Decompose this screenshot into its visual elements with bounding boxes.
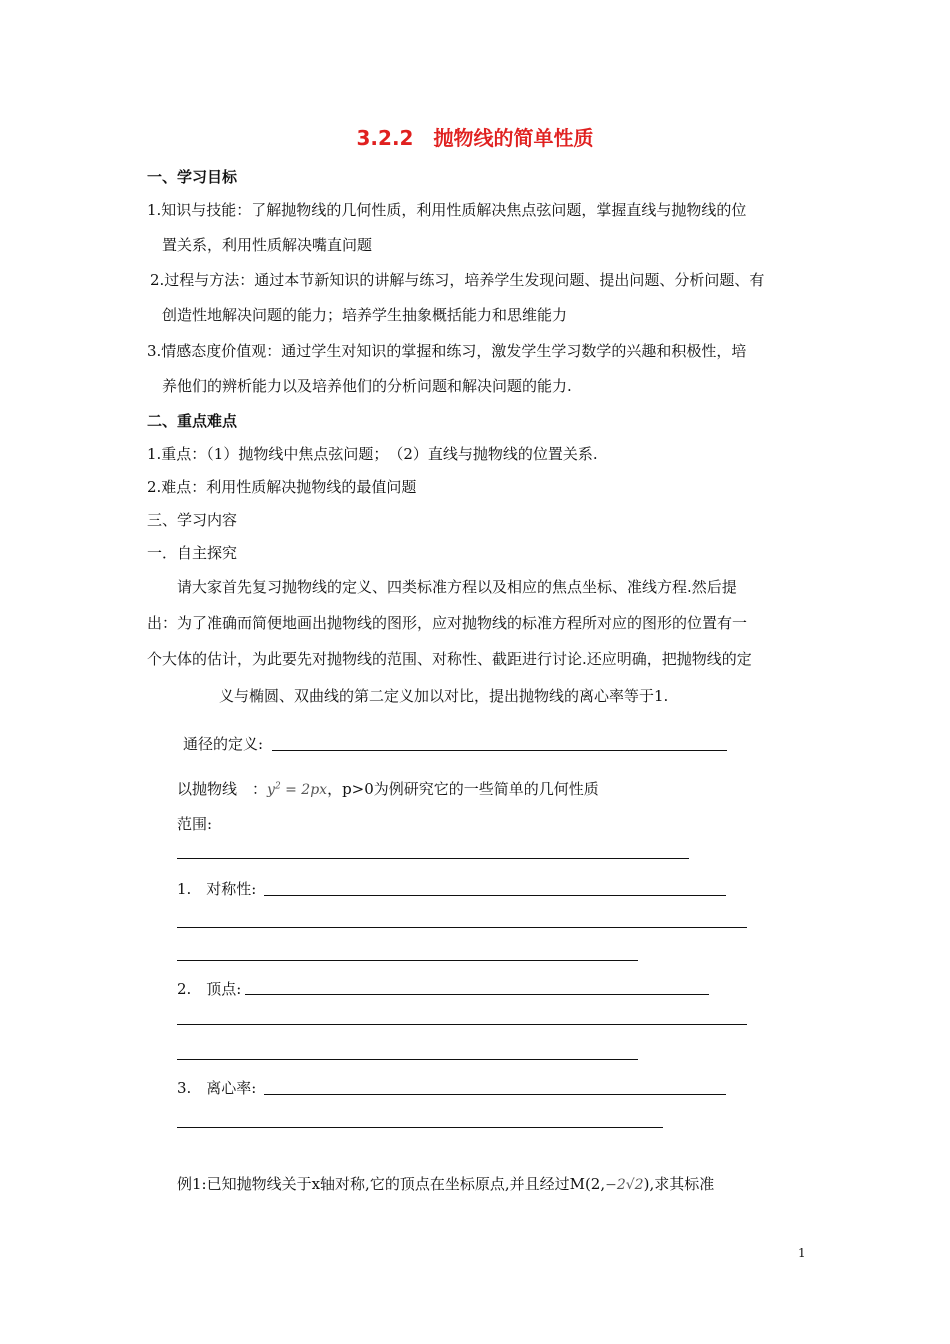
intro-suffix: ，p>0为例研究它的一些简单的几何性质 [327, 780, 599, 798]
vertex-blank-2[interactable] [177, 1024, 747, 1025]
key-point-1: 1.重点：（1）抛物线中焦点弦问题； （2）直线与抛物线的位置关系. [147, 445, 598, 463]
eccentricity-blank-2[interactable] [177, 1127, 663, 1128]
symmetry-blank-2[interactable] [177, 927, 747, 928]
key-point-2: 2.难点：利用性质解决抛物线的最值问题 [147, 478, 417, 496]
intro-prefix: 以抛物线 ： [177, 780, 268, 798]
page-title: 3.2.2 抛物线的简单性质 [356, 126, 594, 150]
paragraph-line-4: 义与椭圆、双曲线的第二定义加以对比，提出抛物线的离心率等于1. [219, 687, 669, 705]
paragraph-line-3: 个大体的估计，为此要先对抛物线的范围、对称性、截距进行讨论.还应明确，把抛物线的定 [147, 650, 752, 668]
symmetry-blank-1[interactable] [264, 895, 726, 896]
parabola-intro [177, 778, 599, 799]
eccentricity-blank-1[interactable] [264, 1094, 726, 1095]
objective-2-line-2: 创造性地解决问题的能力；培养学生抽象概括能力和思维能力 [162, 306, 568, 324]
vertex-label: 2. 顶点: [177, 980, 242, 998]
subsection-self-study: 一．自主探究 [147, 544, 238, 562]
objective-3-line-1: 3.情感态度价值观：通过学生对知识的掌握和练习，激发学生学习数学的兴趣和积极性，培 [147, 342, 747, 360]
page-number: 1 [798, 1246, 806, 1260]
symmetry-label: 1. 对称性: [177, 880, 257, 898]
parabola-equation: $y^2 = 2px$ [267, 781, 328, 798]
example-1 [177, 1173, 714, 1194]
objective-3-line-2: 养他们的辨析能力以及培养他们的分析问题和解决问题的能力. [162, 377, 572, 395]
section-heading-key-points: 二、重点难点 [147, 412, 238, 430]
eccentricity-label: 3. 离心率: [177, 1079, 257, 1097]
symmetry-blank-3[interactable] [177, 960, 638, 961]
range-blank[interactable] [177, 858, 689, 859]
objective-2-line-1: 2.过程与方法：通过本节新知识的讲解与练习，培养学生发现问题、提出问题、分析问题、有 [150, 271, 765, 289]
objective-1-line-2: 置关系，利用性质解决嘴直问题 [162, 236, 373, 254]
objective-1-line-1: 1.知识与技能：了解抛物线的几何性质，利用性质解决焦点弦问题，掌握直线与抛物线的位 [147, 201, 747, 219]
paragraph-line-2: 出：为了准确而简便地画出抛物线的图形，应对抛物线的标准方程所对应的图形的位置有一 [147, 614, 748, 632]
paragraph-line-1: 请大家首先复习抛物线的定义、四类标准方程以及相应的焦点坐标、准线方程.然后提 [177, 578, 737, 596]
section-heading-content: 三、学习内容 [147, 511, 238, 529]
vertex-blank-3[interactable] [177, 1059, 638, 1060]
vertex-blank-1[interactable] [245, 994, 709, 995]
example-text: 例1:已知抛物线关于x轴对称,它的顶点在坐标原点,并且经过M(2, [177, 1175, 606, 1193]
section-heading-objectives: 一、学习目标 [147, 168, 238, 186]
latus-rectum-label: 通径的定义: [183, 735, 264, 753]
range-label: 范围: [177, 815, 213, 833]
example-tail: ),求其标准 [643, 1175, 715, 1193]
latus-rectum-blank[interactable] [272, 750, 727, 751]
example-coordinate: −2√2 [605, 1177, 644, 1193]
